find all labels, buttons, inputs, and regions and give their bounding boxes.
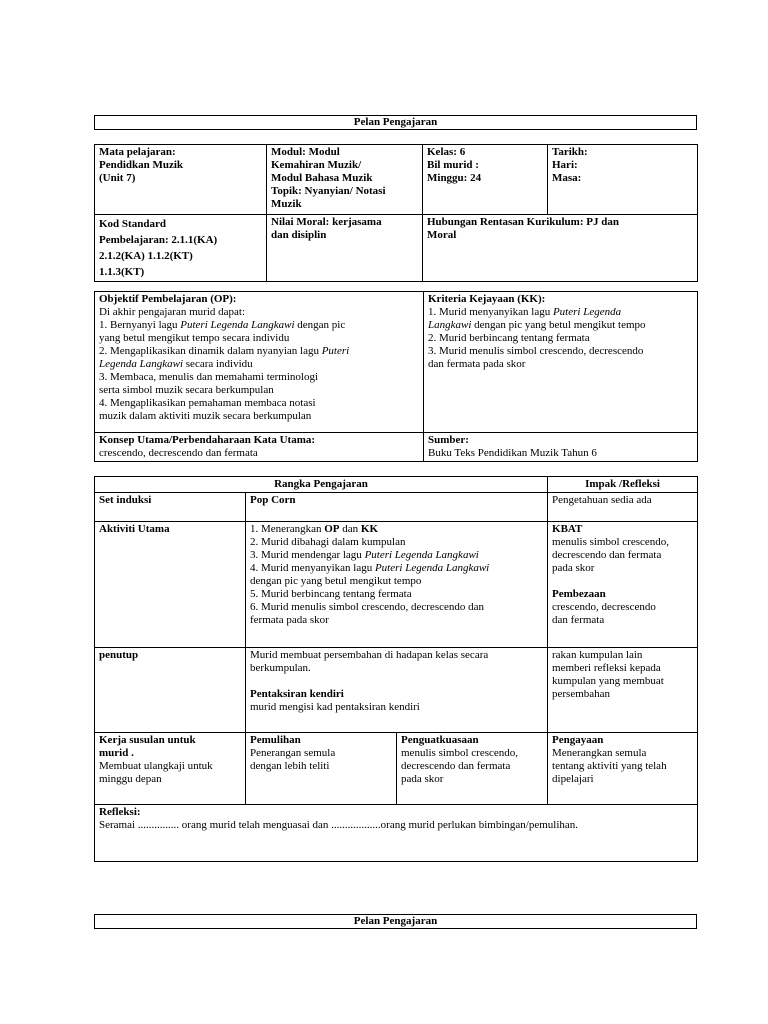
penutup-label: penutup [95,648,246,733]
refleksi-cell: Refleksi: Seramai ............... orang murid telah menguasai dan ..................orang murid perlukan bimbingan/pemulihan. [95,805,698,862]
modul-cell: Modul: Modul Kemahiran Muzik/ Modul Bahasa Muzik Topik: Nyanyian/ Notasi Muzik [267,145,423,215]
mata-pelajaran-cell: Mata pelajaran: Pendidkan Muzik (Unit 7) [95,145,267,215]
page-title-2: Pelan Pengajaran [94,914,697,929]
hubungan-cell: Hubungan Rentasan Kurikulum: PJ dan Moral [423,215,698,282]
pengukuhan-cell: Penguatkuasaan menulis simbol crescendo, decrescendo dan fermata pada skor [397,733,548,805]
pengetahuan-cell: Pengetahuan sedia ada [548,493,698,522]
aktiviti-cell: 1. Menerangkan OP dan KK 2. Murid dibahagi dalam kumpulan 3. Murid mendengar lagu Puteri Legenda Langkawi 4. Murid menyanyikan lagu Puteri Legenda Langkawi dengan pic yang betul mengikut tempo 5. Murid berbincang tentang fermata 6. Murid menulis simbol crescendo, decrescendo dan fermata pada skor [246,522,548,648]
aktiviti-utama-label: Aktiviti Utama [95,522,246,648]
rangka-heading: Rangka Pengajaran [95,477,548,493]
kelas-cell: Kelas: 6 Bil murid : Minggu: 24 [423,145,548,215]
penutup-impak-cell: rakan kumpulan lain memberi refleksi kepada kumpulan yang membuat persembahan [548,648,698,733]
pemulihan-cell: Pemulihan Penerangan semula dengan lebih teliti [246,733,397,805]
page-title: Pelan Pengajaran [94,115,697,130]
header-table [94,144,697,282]
penutup-cell: Murid membuat persembahan di hadapan kelas secara berkumpulan. Pentaksiran kendiri murid mengisi kad pentaksiran kendiri [246,648,548,733]
kerja-susulan-cell: Kerja susulan untuk murid . Membuat ulangkaji untuk minggu depan [95,733,246,805]
pengayaan-cell: Pengayaan Menerangkan semula tentang aktiviti yang telah dipelajari [548,733,698,805]
impak-heading: Impak /Refleksi [548,477,698,493]
pop-corn-cell: Pop Corn [246,493,548,522]
kbat-cell: KBAT menulis simbol crescendo, decrescendo dan fermata pada skor Pembezaan crescendo, decrescendo dan fermata [548,522,698,648]
kriteria-cell: Kriteria Kejayaan (KK): 1. Murid menyanyikan lagu Puteri Legenda Langkawi dengan pic yang betul mengikut tempo 2. Murid berbincang tentang fermata 3. Murid menulis simbol crescendo, decrescendo dan fermata pada skor [424,292,698,433]
nilai-moral-cell: Nilai Moral: kerjasama dan disiplin [267,215,423,282]
konsep-cell: Konsep Utama/Perbendaharaan Kata Utama: crescendo, decrescendo dan fermata [95,433,424,462]
sumber-cell: Sumber: Buku Teks Pendidikan Muzik Tahun 6 [424,433,698,462]
tarikh-cell: Tarikh: Hari: Masa: [548,145,698,215]
kod-standard-cell: Kod Standard Pembelajaran: 2.1.1(KA) 2.1.2(KA) 1.1.2(KT) 1.1.3(KT) [95,215,267,282]
rangka-table [94,476,697,862]
objektif-table [94,291,697,462]
set-induksi-label: Set induksi [95,493,246,522]
objektif-cell: Objektif Pembelajaran (OP): Di akhir pengajaran murid dapat: 1. Bernyanyi lagu Puteri Legenda Langkawi dengan pic yang betul mengikut tempo secara individu 2. Mengaplikasikan dinamik dalam nyanyian lagu Puteri Legenda Langkawi secara individu 3. Membaca, menulis dan memahami terminologi serta simbol muzik secara berkumpulan 4. Mengaplikasikan pemahaman membaca notasi muzik dalam aktiviti muzik secara berkumpulan [95,292,424,433]
